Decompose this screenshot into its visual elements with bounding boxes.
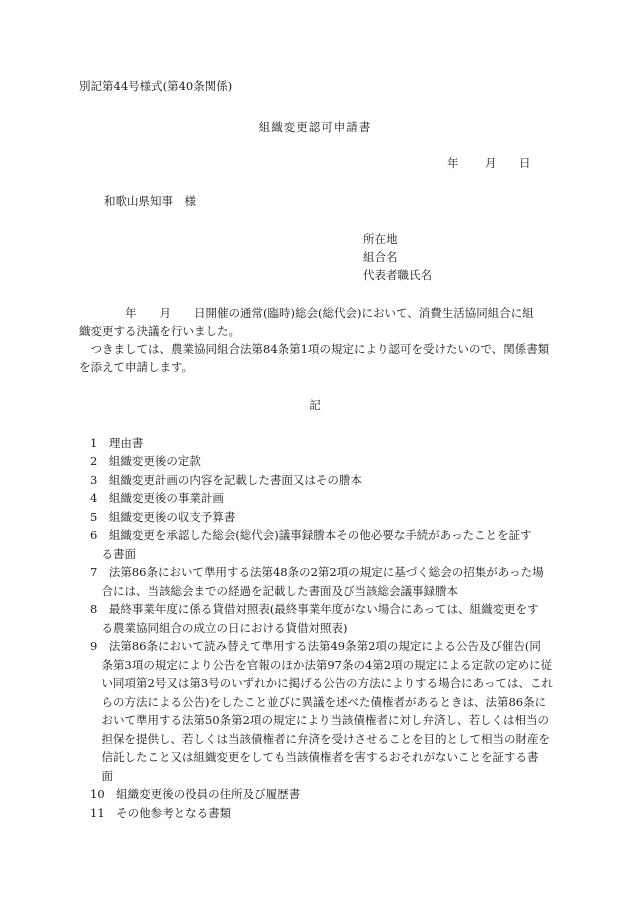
body-line: 年 月 日開催の通常(臨時)総会(総代会)において、消費生活協同組合に組 [79,306,534,320]
list-item: 1 理由書 [90,436,144,450]
body-line: 織変更する決議を行いました。 [79,324,240,338]
sender-association-label: 組合名 [363,250,398,264]
body-line: つきましては、農業協同組合法第84条第1項の規定により認可を受けたいので、関係書類 [79,342,550,356]
date-day: 日 [519,156,531,170]
sender-address-label: 所在地 [363,232,398,246]
list-item: らの方法による公告)をしたこと並びに異議を述べた債権者があるときは、法第86条に [90,695,547,709]
date-month: 月 [485,156,497,170]
list-item: 面 [90,769,113,783]
sender-representative-label: 代表者職氏名 [363,268,432,282]
list-item: 3 組織変更計画の内容を記載した書面又はその謄本 [90,473,362,487]
list-item: い同項第2号又は第3号のいずれかに掲げる公告の方法によりする場合にあっては、これ [90,676,554,690]
list-item: 9 法第86条において読み替えて準用する法第49条第2項の規定による公告及び催告(同 [90,639,541,653]
list-item: る書面 [90,547,136,561]
list-item: 2 組織変更後の定款 [90,454,201,468]
body-line: を添えて申請します。 [79,360,194,374]
ki-heading: 記 [309,398,321,412]
list-item: 条第3項の規定により公告を官報のほか法第97条の4第2項の規定による定款の定めに従 [90,658,553,672]
list-item: 4 組織変更後の事業計画 [90,491,224,505]
list-item: 11 その他参考となる書類 [90,806,232,820]
date-line [447,155,531,171]
list-item: 信託したこと又は組織変更をしても当該債権者を害するおそれがないことを証する書 [90,750,539,764]
list-item: 合には、当該総会までの経過を記載した書面及び当該総会議事録謄本 [90,584,458,598]
list-item: 担保を提供し、若しくは当該債権者に弁済を受けさせることを目的として相当の財産を [90,732,550,746]
list-item: 10 組織変更後の役員の住所及び履歴書 [90,787,301,801]
document-title: 組織変更認可申請書 [258,120,372,134]
addressee: 和歌山県知事 様 [104,194,196,208]
list-item: る農業協同組合の成立の日における貸借対照表) [90,621,348,635]
form-label: 別記第44号様式(第40条関係) [79,79,233,93]
list-item: 5 組織変更後の収支予算書 [90,510,236,524]
list-item: 6 組織変更を承認した総会(総代会)議事録謄本その他必要な手続があったことを証す [90,528,532,542]
list-item: おいて準用する法第50条第2項の規定により当該債権者に対し弁済し、若しくは相当の [90,713,549,727]
list-item: 7 法第86条において準用する法第48条の2第2項の規定に基づく総会の招集があった場 [90,565,544,579]
date-year: 年 [447,156,459,170]
list-item: 8 最終事業年度に係る貸借対照表(最終事業年度がない場合にあっては、組織変更をす [90,602,539,616]
